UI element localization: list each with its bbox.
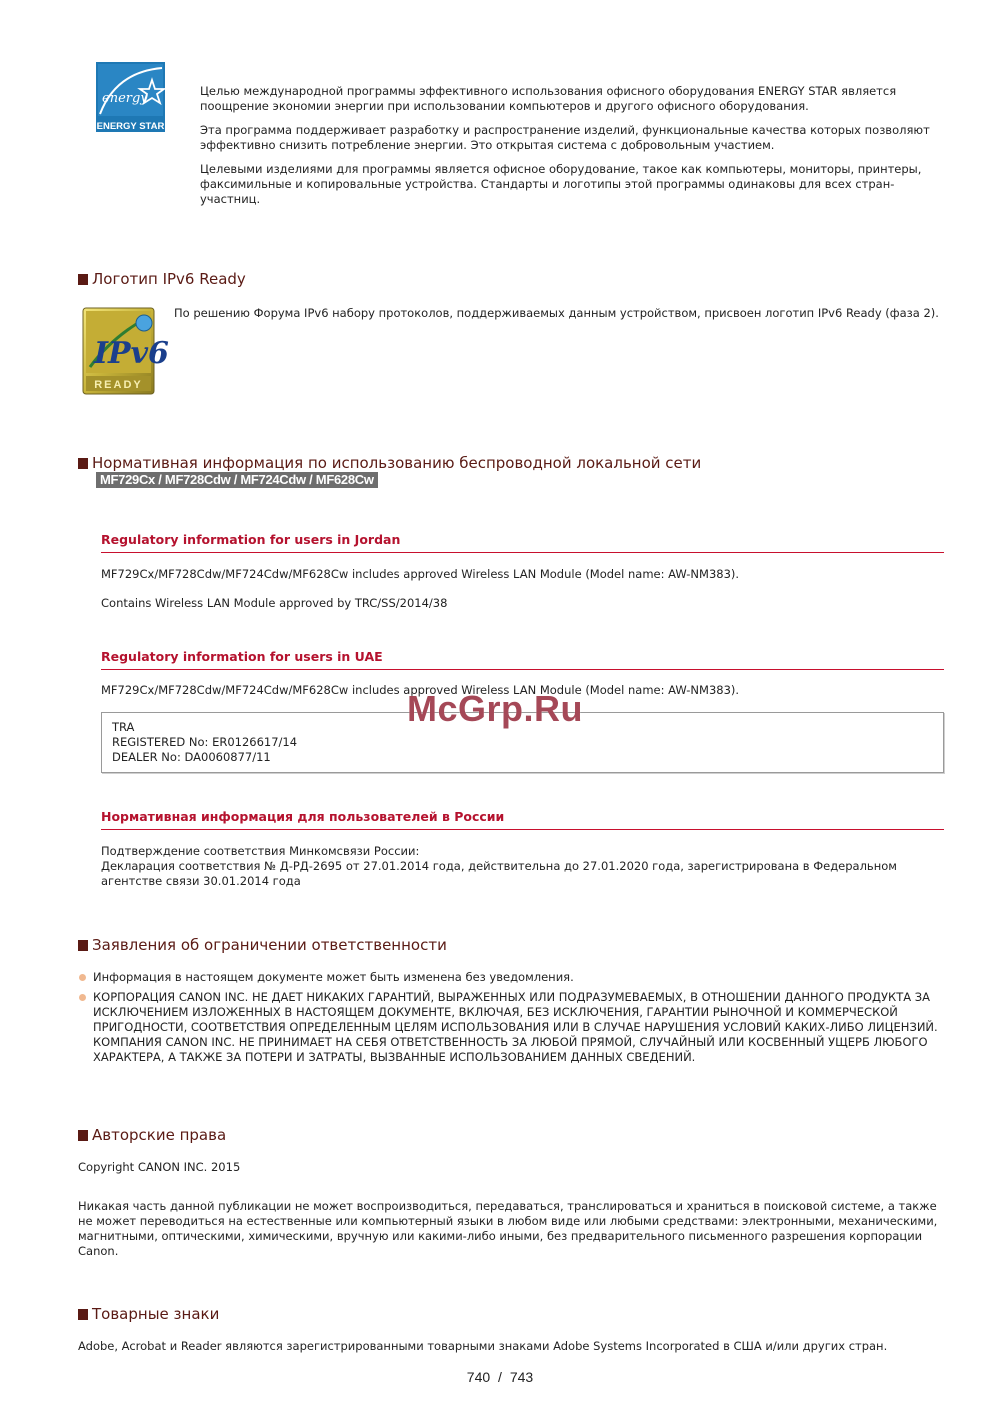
disclaimer-item-2: КОРПОРАЦИЯ CANON INC. НЕ ДАЕТ НИКАКИХ ГАРАНТИЙ, ВЫРАЖЕННЫХ ИЛИ ПОДРАЗУМЕВАЕМЫХ, В ОТНОШЕНИИ ДАННОГО ПРОДУКТА ЗА ИСКЛЮЧЕНИЕМ ИЗЛОЖЕННЫХ В НАСТОЯЩЕМ ДОКУМЕНТЕ, ВКЛЮЧАЯ, БЕЗ ИСКЛЮЧЕНИЯ, ГАРАНТИИ РЫНОЧНОЙ И КОММЕРЧЕСКОЙ ПРИГОДНОСТИ, СООТВЕТСТВИЯ ОПРЕДЕЛЕННЫМ ЦЕЛЯМ ИСПОЛЬЗОВАНИЯ ИЛИ В СЛУЧАЕ НАРУШЕНИЯ УСЛОВИЙ КАКИХ-ЛИБО ЛИЦЕНЗИЙ. КОМПАНИЯ CANON INC. НЕ ПРИНИМАЕТ НА СЕБЯ ОТВЕТСТВЕННОСТЬ ЗА ЛЮБОЙ ПРЯМОЙ, СЛУЧАЙНЫЙ ИЛИ КОСВЕННЫЙ УЩЕРБ ЛЮБОГО ХАРАКТЕРА, А ТАКЖЕ ЗА ПОТЕРИ И ЗАТРАТЫ, ВЫЗВАННЫЕ ИСПОЛЬЗОВАНИЕМ ДАННЫХ СВЕДЕНИЙ. bbox=[93, 990, 938, 1064]
wlan-heading bbox=[78, 454, 701, 472]
svg-text:READY: READY bbox=[94, 379, 143, 391]
uae-heading: Regulatory information for users in UAE bbox=[101, 649, 944, 670]
energy-star-paragraph-3: Целевыми изделиями для программы является офисное оборудование, такое как компьютеры, мониторы, принтеры, факсимильные и копировальные устройства. Стандарты и логотипы этой программы одинаковы для всех стран-участниц. bbox=[200, 162, 922, 206]
page-number bbox=[0, 1369, 1000, 1385]
svg-text:energy: energy bbox=[102, 91, 148, 106]
copyright-line: Copyright CANON INC. 2015 bbox=[78, 1160, 241, 1174]
watermark: McGrp.Ru bbox=[407, 688, 584, 729]
list-item bbox=[78, 970, 944, 985]
current-page: 740 bbox=[466, 1369, 491, 1385]
uae-box-line-1: TRA bbox=[112, 720, 135, 734]
disclaimer-item-1: Информация в настоящем документе может быть изменена без уведомления. bbox=[93, 970, 574, 984]
copyright-heading-text: Авторские права bbox=[92, 1126, 227, 1144]
jordan-line-1: MF729Cx/MF728Cdw/MF724Cdw/MF628Cw includes approved Wireless LAN Module (Model name: AW-NM383). bbox=[101, 567, 740, 581]
heading-square-icon bbox=[78, 940, 88, 951]
energy-star-logo bbox=[96, 62, 165, 132]
energy-star-icon bbox=[96, 62, 165, 132]
trademarks-text: Adobe, Acrobat и Reader являются зарегистрированными товарными знаками Adobe Systems Incorporated в США и/или других стран. bbox=[78, 1339, 888, 1353]
russia-heading: Нормативная информация для пользователей в России bbox=[101, 809, 944, 830]
energy-star-paragraph-1: Целью международной программы эффективного использования офисного оборудования ENERGY STAR является поощрение экономии энергии при использовании компьютеров и другого офисного оборудования. bbox=[200, 84, 897, 113]
trademarks-heading-text: Товарные знаки bbox=[92, 1305, 220, 1323]
russia-line-1: Подтверждение соответствия Минкомсвязи России: bbox=[101, 844, 420, 858]
energy-star-text bbox=[200, 84, 940, 207]
bullet-icon bbox=[79, 974, 86, 981]
heading-square-icon bbox=[78, 1130, 88, 1141]
uae-box-line-2: REGISTERED No: ER0126617/14 bbox=[112, 735, 298, 749]
trademarks-heading bbox=[78, 1305, 219, 1323]
total-pages: 743 bbox=[509, 1369, 534, 1385]
ipv6-heading bbox=[78, 270, 246, 288]
jordan-line-2: Contains Wireless LAN Module approved by TRC/SS/2014/38 bbox=[101, 596, 448, 610]
ipv6-ready-icon bbox=[82, 307, 169, 395]
ipv6-ready-logo bbox=[82, 307, 169, 395]
jordan-heading: Regulatory information for users in Jordan bbox=[101, 532, 944, 553]
disclaimer-heading-text: Заявления об ограничении ответственности bbox=[92, 936, 447, 954]
heading-square-icon bbox=[78, 1309, 88, 1320]
russia-line-2: Декларация соответствия № Д-РД-2695 от 27.01.2014 года, действительна до 27.01.2020 года, зарегистрирована в Федеральном агентстве связи 30.01.2014 года bbox=[101, 859, 897, 888]
ipv6-text: По решению Форума IPv6 набору протоколов, поддерживаемых данным устройством, присвоен логотип IPv6 Ready (фаза 2). bbox=[174, 306, 939, 320]
uae-box-line-3: DEALER No: DA0060877/11 bbox=[112, 750, 271, 764]
svg-text:IPv6: IPv6 bbox=[94, 336, 169, 371]
heading-square-icon bbox=[78, 274, 88, 285]
bullet-icon bbox=[79, 994, 86, 1001]
list-item bbox=[78, 990, 944, 1065]
disclaimer-list bbox=[78, 970, 944, 1065]
page-separator: / bbox=[498, 1369, 502, 1385]
energy-star-paragraph-2: Эта программа поддерживает разработку и распространение изделий, функциональные качества которых позволяют эффективно снизить потребление энергии. Это открытая система с добровольным участием. bbox=[200, 123, 930, 152]
models-badge: MF729Cx / MF728Cdw / MF724Cdw / MF628Cw bbox=[96, 472, 378, 488]
ipv6-heading-text: Логотип IPv6 Ready bbox=[92, 270, 246, 288]
svg-text:ENERGY STAR: ENERGY STAR bbox=[96, 121, 165, 132]
wlan-heading-text: Нормативная информация по использованию беспроводной локальной сети bbox=[92, 454, 702, 472]
copyright-heading bbox=[78, 1126, 226, 1144]
uae-line-1: MF729Cx/MF728Cdw/MF724Cdw/MF628Cw includes approved Wireless LAN Module (Model name: AW-NM383). bbox=[101, 683, 740, 697]
heading-square-icon bbox=[78, 458, 88, 469]
disclaimer-heading bbox=[78, 936, 447, 954]
copyright-text: Никакая часть данной публикации не может воспроизводиться, передаваться, транслироваться и храниться в поисковой системе, а также не может переводиться на естественные или компьютерный языки в любом виде или любыми средствами: электронными, механическими, магнитными, оптическими, химическими, вручную или какими-либо иными, без предварительного письменного разрешения корпорации Canon. bbox=[78, 1199, 938, 1258]
